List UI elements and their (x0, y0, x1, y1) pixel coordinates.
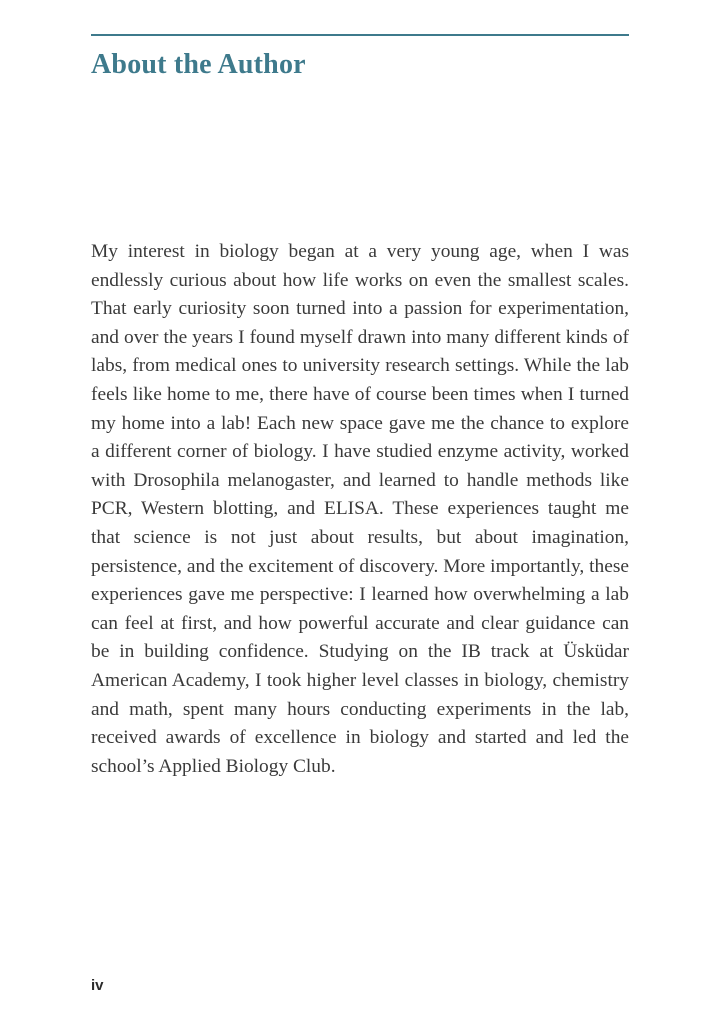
page-number: iv (91, 977, 104, 994)
header-rule (91, 34, 629, 36)
page-title: About the Author (91, 49, 306, 80)
page-content (91, 0, 629, 781)
about-author-paragraph: My interest in biology began at a very young age, when I was endlessly curious about how life works on even the smallest scales. That early curiosity soon turned into a passion for experimentation, and over the years I found myself drawn into many different kinds of labs, from medical ones to university research settings. While the lab feels like home to me, there have of course been times when I turned my home into a lab! Each new space gave me the chance to explore a different corner of biology. I have studied enzyme activity, worked with Drosophila melanogaster, and learned to handle methods like PCR, Western blotting, and ELISA. These experiences taught me that science is not just about results, but about imagination, persistence, and the excitement of discovery. More importantly, these experiences gave me perspective: I learned how overwhelming a lab can feel at first, and how powerful accurate and clear guidance can be in building confidence. Studying on the IB track at Üsküdar American Academy, I took higher level classes in biology, chemistry and math, spent many hours conducting experiments in the lab, received awards of excellence in biology and started and led the school’s Applied Biology Club. (91, 241, 629, 777)
